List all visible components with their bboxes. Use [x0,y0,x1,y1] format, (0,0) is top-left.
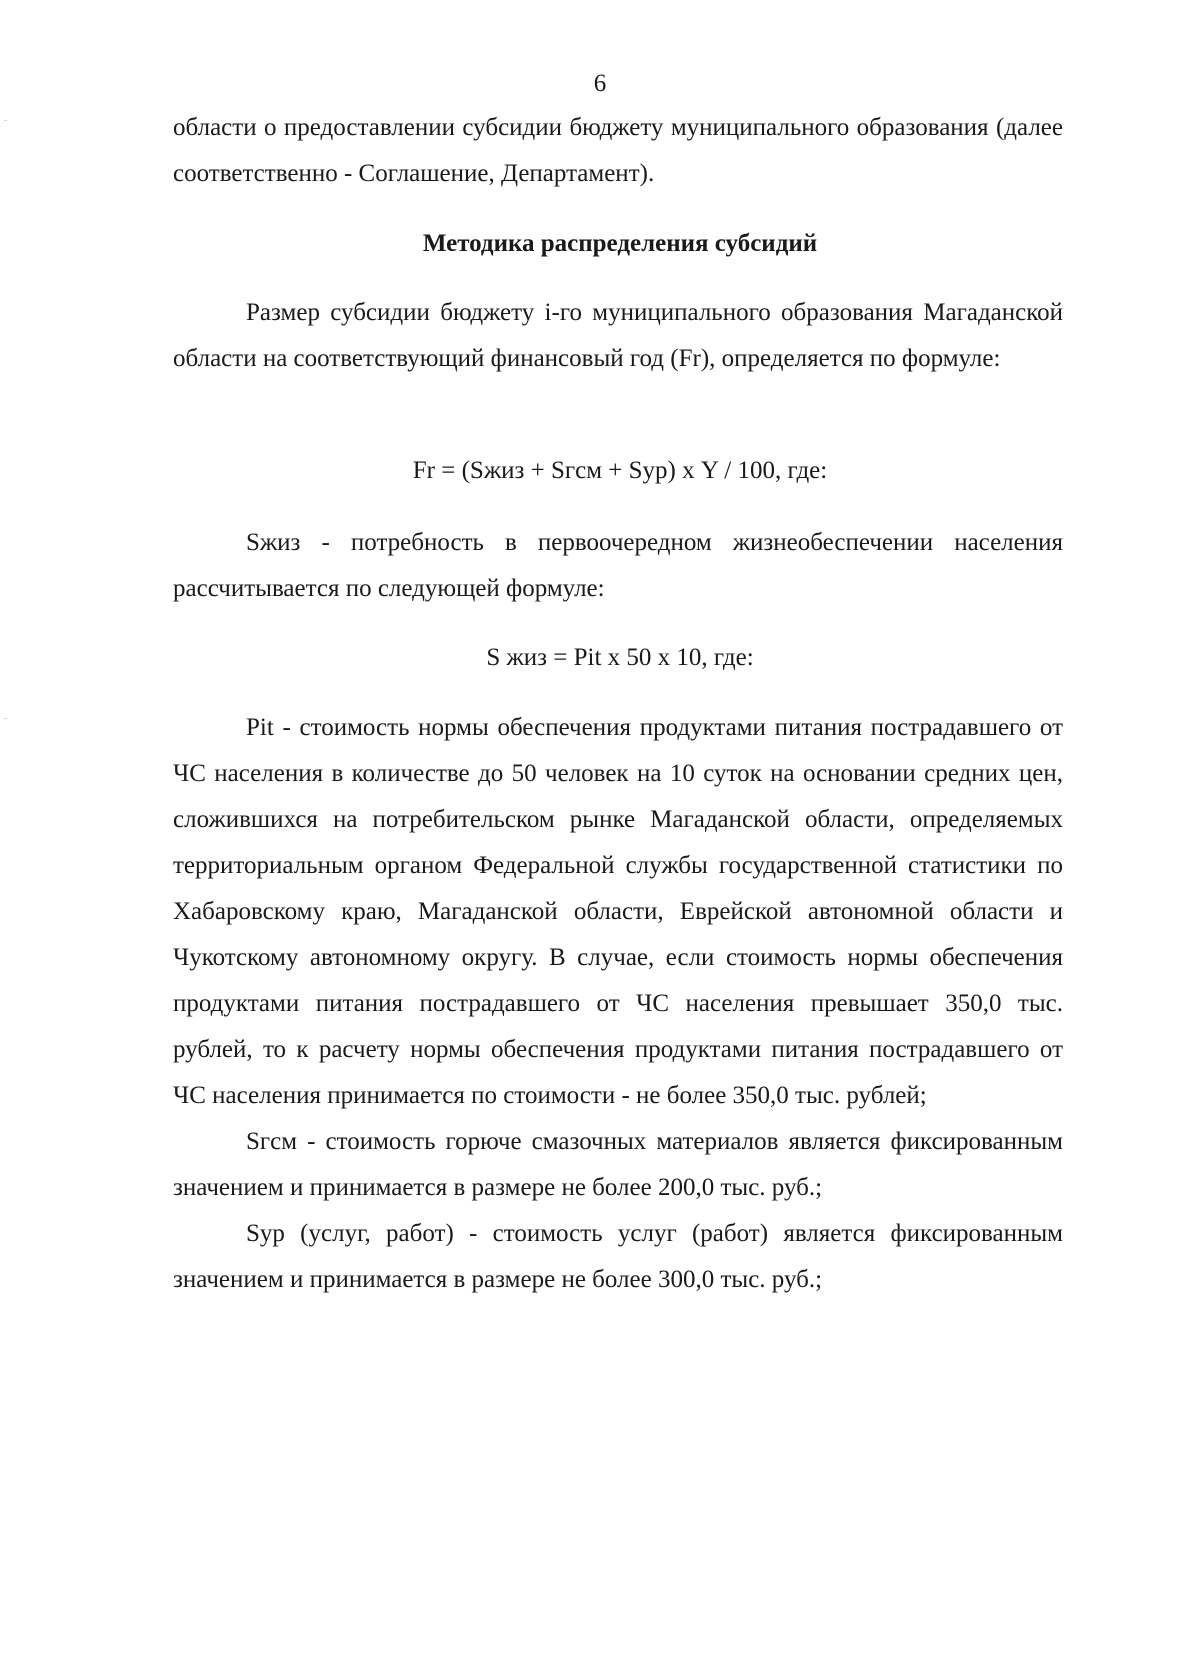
sziz-formula: S жиз = Pit х 50 х 10, где: [486,644,754,671]
main-formula: Fr = (Sжиз + Sгсм + Syр) х Y / 100, где: [412,457,828,484]
size-paragraph: Размер субсидии бюджету i-го муниципального образования Магаданской области на соответствующий финансовый год (Fr), определяется по формуле: [173,299,1063,372]
sgsm-paragraph: Sгсм - стоимость горюче смазочных материалов является фиксированным значением и принимается в размере не более 200,0 тыс. руб.; [173,1128,1063,1201]
pit-paragraph: Pit - стоимость нормы обеспечения продуктами питания пострадавшего от ЧС населения в количестве до 50 человек на 10 суток на основании средних цен, сложившихся на потребительском рынке Магаданской области, определяемых территориальным органом Федеральной службы государственной статистики по Хабаровскому краю, Магаданской области, Еврейской автономной области и Чукотскому автономному округу. В случае, если стоимость нормы обеспечения продуктами питания пострадавшего от ЧС населения превышает 350,0 тыс. рублей, то к расчету нормы обеспечения продуктами питания пострадавшего от ЧС населения принимается по стоимости - не более 350,0 тыс. рублей; [173,714,1063,1109]
size-block [173,290,1063,382]
syr-paragraph: Syр (услуг, работ) - стоимость услуг (работ) является фиксированным значением и принимается в размере не более 300,0 тыс. руб.; [173,1220,1063,1293]
sziz-paragraph: Sжиз - потребность в первоочередном жизнеобеспечении населения рассчитывается по следующей формуле: [173,529,1063,602]
page-number: 6 [593,70,607,97]
scan-margin-mark [4,120,7,121]
sziz-block [173,520,1063,612]
definitions-block [173,705,1063,1303]
section-heading: Методика распределения субсидий [422,230,818,257]
scan-margin-mark [4,718,7,719]
intro-paragraph: области о предоставлении субсидии бюджету муниципального образования (далее соответственно - Соглашение, Департамент). [173,114,1063,187]
intro-block [173,105,1063,197]
